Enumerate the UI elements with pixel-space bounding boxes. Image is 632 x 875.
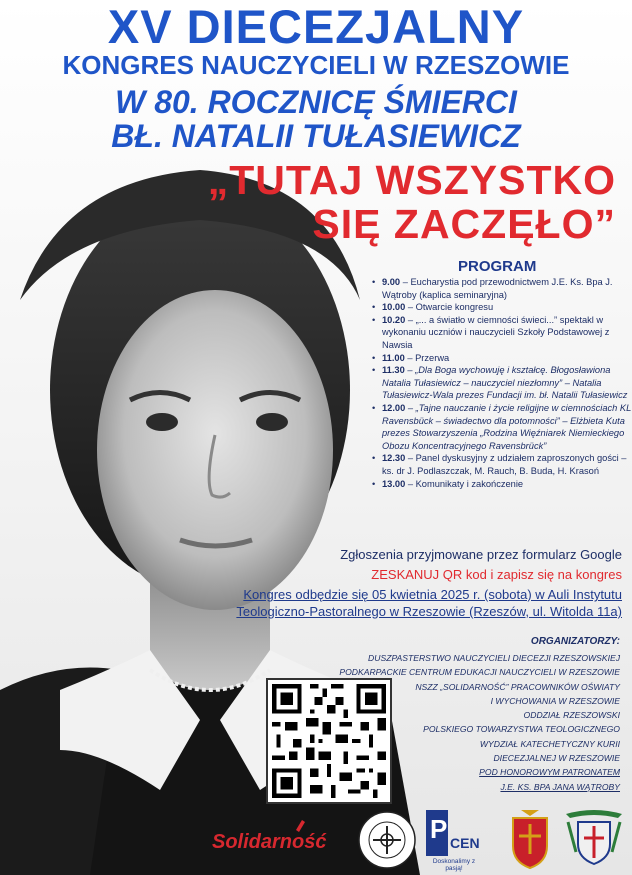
program-list: [370, 276, 632, 490]
bullet-icon: •: [372, 352, 376, 363]
venue-line-2: Teologiczno-Pastoralnego w Rzeszowie (Rzeszów, ul. Witolda 11a): [236, 604, 622, 619]
program-text: – Eucharystia pod przewodnictwem J.E. Ks. Bpa J. Wątroby (kaplica seminaryjna): [382, 277, 613, 300]
program-title: PROGRAM: [458, 258, 537, 275]
organizer-line: ODDZIAŁ RZESZOWSKI: [523, 710, 620, 721]
coat-of-arms-icon: [505, 808, 555, 870]
bullet-icon: •: [372, 365, 376, 376]
title-line-2: KONGRES NAUCZYCIELI W RZESZOWIE: [62, 50, 570, 80]
registration-note: Zgłoszenia przyjmowane przez formularz Google: [340, 547, 622, 562]
program-text: – Otwarcie kongresu: [405, 302, 494, 313]
quote-line-2: SIĘ ZACZĘŁO”: [312, 201, 616, 247]
organizer-line: POD HONOROWYM PATRONATEM: [479, 767, 620, 778]
organizer-line: DUSZPASTERSTWO NAUCZYCIELI DIECEZJI RZESZOWSKIEJ: [368, 653, 620, 663]
bullet-icon: •: [372, 402, 376, 413]
ptt-seal-logo: [357, 810, 417, 870]
organizer-line: WYDZIAŁ KATECHETYCZNY KURII: [479, 738, 620, 749]
organizer-line: DIECEZJALNEJ W RZESZOWIE: [493, 753, 620, 764]
title-line-1: XV DIECEZJALNY: [107, 0, 525, 53]
program-time: 11.30: [382, 365, 405, 376]
program-time: 11.00: [382, 352, 405, 363]
organizer-line: I WYCHOWANIA W RZESZOWIE: [490, 695, 620, 706]
program-text: – Komunikaty i zakończenie: [405, 478, 524, 489]
organizer-line: NSZZ „SOLIDARNOŚĆ” PRACOWNIKÓW OŚWIATY: [415, 681, 620, 692]
bullet-icon: •: [372, 302, 376, 313]
program-time: 13.00: [382, 478, 406, 489]
program-time: 10.20: [382, 314, 406, 325]
pcen-logo: [424, 808, 484, 872]
bullet-icon: •: [372, 453, 376, 464]
program-text: – „Dla Boga wychowuję i kształcę. Błogosławiona Natalia Tułasiewicz – nauczyciel niezłomny” – Natalia Tułasiewicz-Wala prezes Fundacji im. bł. Natalii Tułasiewicz: [382, 365, 628, 401]
qr-code[interactable]: [266, 678, 392, 804]
program-time: 10.00: [382, 302, 406, 313]
quote-line-1: „TUTAJ WSZYSTKO: [207, 157, 616, 203]
solidarnosc-logo: [210, 812, 330, 862]
organizer-line: PODKARPACKIE CENTRUM EDUKACJI NAUCZYCIELI W RZESZOWIE: [339, 667, 620, 678]
program-item: [370, 314, 632, 352]
title-line-4: BŁ. NATALII TUŁASIEWICZ: [111, 118, 521, 154]
organizer-line: POLSKIEGO TOWARZYSTWA TEOLOGICZNEGO: [423, 724, 620, 735]
pcen-mark-icon: [424, 808, 484, 862]
program-item: [370, 364, 632, 402]
svg-text:P: P: [430, 814, 448, 844]
bullet-icon: •: [372, 478, 376, 489]
organizers-title: ORGANIZATORZY:: [530, 636, 620, 647]
program-item: [370, 452, 632, 477]
program-text: – Przerwa: [404, 352, 450, 363]
program-text: – Panel dyskusyjny z udziałem zaproszonych gości – ks. dr J. Podlaszczak, M. Rauch, B. Buda, H. Krasoń: [382, 453, 627, 476]
program-time: 12.00: [382, 402, 406, 413]
svg-text:CEN: CEN: [450, 835, 480, 851]
bishop-arms-icon: [562, 808, 626, 870]
program-time: 9.00: [382, 277, 401, 287]
svg-text:Solidarność: Solidarność: [212, 831, 327, 853]
program-time: 12.30: [382, 453, 406, 464]
logo-strip: [0, 800, 632, 875]
venue-line-1: Kongres odbędzie się 05 kwietnia 2025 r. (sobota) w Auli Instytutu: [243, 587, 622, 602]
qr-instruction: ZESKANUJ QR kod i zapisz się na kongres: [371, 567, 622, 582]
program-text: – „Tajne nauczanie i życie religijne w ciemnościach KL Ravensbück – świadectwo dla potomności” – Elżbieta Kuta prezes Stowarzyszenia „Rodzina Więźniarek Niemieckiego Obozu Koncentracyjnego Ravensbrück”: [382, 402, 632, 451]
program-item: [370, 402, 632, 452]
program-item: [370, 276, 632, 301]
title-line-3: W 80. ROCZNICĘ ŚMIERCI: [115, 84, 517, 120]
program-item: [370, 301, 632, 314]
organizer-line: J.E. KS. BPA JANA WĄTROBY: [500, 781, 620, 792]
program-item: [370, 352, 632, 365]
pcen-tagline: Doskonalimy z pasją!: [432, 858, 476, 872]
bullet-icon: •: [372, 277, 376, 287]
program-text: – „... a światło w ciemności świeci...” spektakl w wykonaniu uczniów i nauczycieli Szkoły Podstawowej z Nawsia: [382, 314, 610, 350]
bullet-icon: •: [372, 314, 376, 325]
program-item: [370, 478, 632, 491]
